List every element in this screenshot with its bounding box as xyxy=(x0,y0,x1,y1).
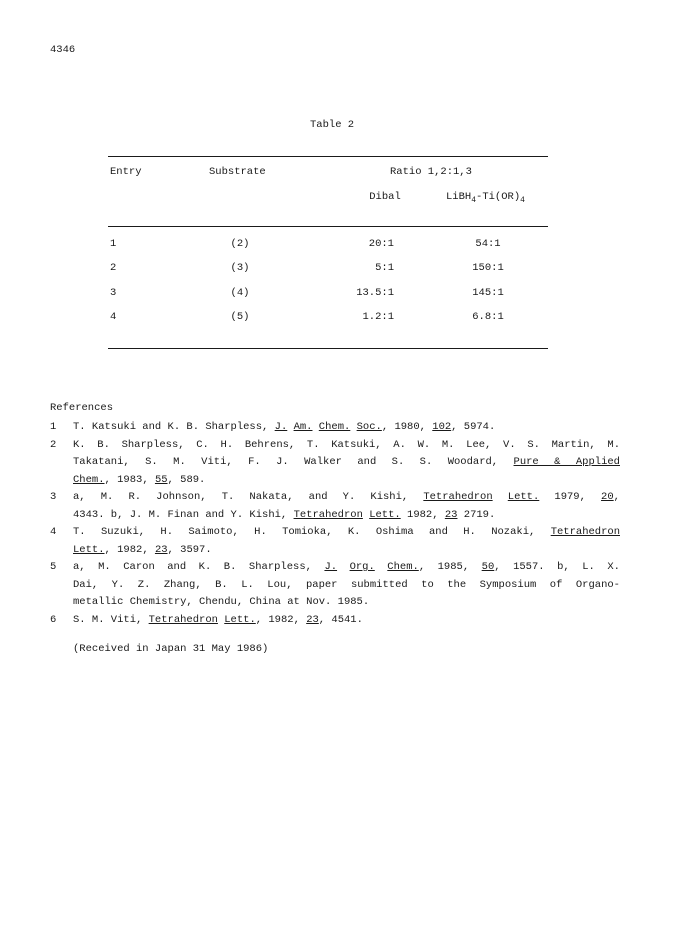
column-header-substrate: Substrate xyxy=(209,166,266,178)
cell-libh: 150:1 xyxy=(472,262,504,274)
cell-dibal: 5:1 xyxy=(375,262,394,274)
subheader-dibal: Dibal xyxy=(369,191,401,203)
received-date: (Received in Japan 31 May 1986) xyxy=(73,643,269,655)
reference-text: T. Katsuki and K. B. Sharpless, J. Am. Chem. Soc., 1980, 102, 5974. xyxy=(73,421,496,433)
reference-item xyxy=(50,524,620,559)
reference-text: Dai, Y. Z. Zhang, B. L. Lou, paper submitted to the Symposium of Organo- xyxy=(73,578,620,591)
cell-libh: 54:1 xyxy=(475,238,501,250)
cell-libh: 6.8:1 xyxy=(472,311,504,323)
reference-item xyxy=(50,489,620,524)
cell-substrate: (4) xyxy=(230,287,250,299)
cell-dibal: 13.5:1 xyxy=(356,287,394,299)
reference-text: S. M. Viti, Tetrahedron Lett., 1982, 23, 4541. xyxy=(73,613,363,626)
reference-item xyxy=(50,437,620,490)
reference-text: 4343. b, J. M. Finan and Y. Kishi, Tetrahedron Lett. 1982, 23 2719. xyxy=(73,508,496,521)
cell-substrate: (2) xyxy=(230,238,250,250)
reference-item xyxy=(50,419,620,437)
reference-text: a, M. R. Johnson, T. Nakata, and Y. Kishi, Tetrahedron Lett. 1979, 20, xyxy=(73,491,620,503)
reference-number: 2 xyxy=(50,438,57,451)
reference-number: 4 xyxy=(50,526,57,538)
reference-text: Takatani, S. M. Viti, F. J. Walker and S. S. Woodard, Pure & Applied xyxy=(73,456,620,468)
table-bottom-rule xyxy=(108,348,548,349)
reference-number: 1 xyxy=(50,421,57,433)
page-number: 4346 xyxy=(50,44,76,56)
reference-text: T. Suzuki, H. Saimoto, H. Tomioka, K. Oshima and H. Nozaki, Tetrahedron xyxy=(73,526,620,538)
reference-item xyxy=(50,559,620,612)
reference-text: K. B. Sharpless, C. H. Behrens, T. Katsuki, A. W. M. Lee, V. S. Martin, M. xyxy=(73,438,620,451)
reference-number: 6 xyxy=(50,613,57,626)
references-heading: References xyxy=(50,402,114,414)
cell-dibal: 1.2:1 xyxy=(362,311,394,323)
cell-dibal: 20:1 xyxy=(368,238,394,250)
subheader-libh4-ti-or4: $LiBH_4-Ti(OR)_4$ xyxy=(446,191,525,205)
cell-libh: 145:1 xyxy=(472,287,504,299)
cell-substrate: (3) xyxy=(230,262,250,274)
reference-text: metallic Chemistry, Chendu, China at Nov. 1985. xyxy=(73,596,370,608)
reference-number: 5 xyxy=(50,561,57,573)
cell-entry: 2 xyxy=(110,262,117,274)
column-header-entry: Entry xyxy=(110,166,142,178)
reference-number: 3 xyxy=(50,491,57,503)
table-header-rule xyxy=(108,226,548,227)
cell-entry: 1 xyxy=(110,238,117,250)
column-header-ratio: Ratio 1,2:1,3 xyxy=(390,166,472,178)
cell-substrate: (5) xyxy=(230,311,250,323)
cell-entry: 4 xyxy=(110,311,117,323)
reference-text: a, M. Caron and K. B. Sharpless, J. Org. Chem., 1985, 50, 1557. b, L. X. xyxy=(73,561,620,573)
table-top-rule xyxy=(108,156,548,157)
table-title: Table 2 xyxy=(310,119,355,131)
cell-entry: 3 xyxy=(110,287,117,299)
reference-text: Lett., 1982, 23, 3597. xyxy=(73,543,212,556)
reference-item xyxy=(50,612,620,630)
reference-text: Chem., 1983, 55, 589. xyxy=(73,473,206,486)
references-section xyxy=(50,399,620,658)
